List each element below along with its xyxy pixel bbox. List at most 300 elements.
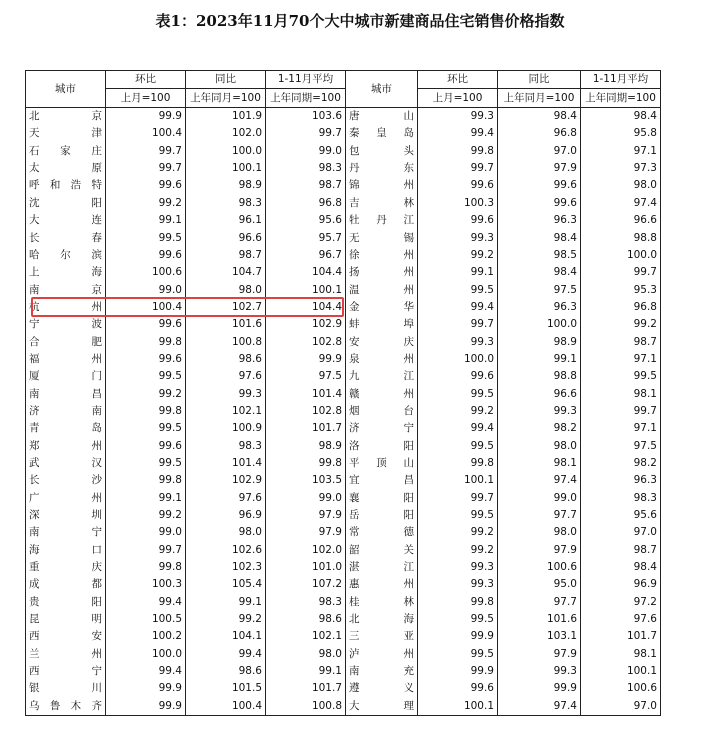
cell-avg-left: 99.7 (266, 125, 346, 142)
cell-yoy-right: 99.3 (498, 403, 581, 420)
cell-avg-right: 96.9 (581, 576, 661, 593)
cell-avg-right: 98.0 (581, 177, 661, 194)
cell-yoy-right: 97.5 (498, 281, 581, 298)
cell-mom-right: 99.6 (418, 212, 498, 229)
cell-mom-right: 99.7 (418, 160, 498, 177)
cell-city-left: 福州 (26, 351, 106, 368)
table-row (26, 697, 661, 715)
cell-city-left: 厦门 (26, 368, 106, 385)
cell-yoy-right: 97.9 (498, 645, 581, 662)
cell-mom-right: 99.1 (418, 264, 498, 281)
cell-avg-left: 101.4 (266, 385, 346, 402)
cell-city-right: 襄阳 (346, 489, 418, 506)
cell-mom-right: 99.3 (418, 333, 498, 350)
cell-avg-left: 99.0 (266, 142, 346, 159)
table-row (26, 264, 661, 281)
cell-avg-left: 104.4 (266, 264, 346, 281)
cell-mom-right: 99.8 (418, 142, 498, 159)
table-row (26, 368, 661, 385)
cell-avg-right: 99.7 (581, 264, 661, 281)
cell-yoy-right: 99.6 (498, 194, 581, 211)
table-row (26, 559, 661, 576)
cell-mom-right: 99.5 (418, 611, 498, 628)
cell-city-left: 上海 (26, 264, 106, 281)
cell-avg-right: 99.5 (581, 368, 661, 385)
cell-mom-right: 99.4 (418, 420, 498, 437)
header-mom-base-right: 上月=100 (418, 89, 498, 107)
cell-city-left: 西宁 (26, 663, 106, 680)
cell-yoy-left: 96.9 (186, 507, 266, 524)
cell-city-right: 洛阳 (346, 437, 418, 454)
cell-mom-right: 99.3 (418, 559, 498, 576)
cell-yoy-right: 98.9 (498, 333, 581, 350)
header-yoy-base-left: 上年同月=100 (186, 89, 266, 107)
cell-yoy-right: 95.0 (498, 576, 581, 593)
cell-yoy-left: 100.1 (186, 160, 266, 177)
cell-yoy-right: 99.9 (498, 680, 581, 697)
cell-city-right: 泉州 (346, 351, 418, 368)
cell-city-left: 银川 (26, 680, 106, 697)
cell-yoy-right: 99.3 (498, 663, 581, 680)
cell-yoy-right: 98.5 (498, 246, 581, 263)
cell-avg-right: 96.8 (581, 298, 661, 315)
cell-mom-left: 99.5 (106, 229, 186, 246)
cell-mom-right: 100.3 (418, 194, 498, 211)
cell-avg-left: 103.6 (266, 107, 346, 125)
cell-avg-left: 96.7 (266, 246, 346, 263)
cell-yoy-left: 99.3 (186, 385, 266, 402)
cell-avg-left: 100.8 (266, 697, 346, 715)
cell-avg-left: 107.2 (266, 576, 346, 593)
cell-city-right: 济宁 (346, 420, 418, 437)
cell-avg-right: 97.2 (581, 593, 661, 610)
cell-yoy-left: 102.0 (186, 125, 266, 142)
cell-avg-left: 101.7 (266, 420, 346, 437)
cell-city-left: 西安 (26, 628, 106, 645)
cell-yoy-left: 100.8 (186, 333, 266, 350)
cell-yoy-right: 99.1 (498, 351, 581, 368)
cell-city-left: 成都 (26, 576, 106, 593)
cell-yoy-left: 100.9 (186, 420, 266, 437)
cell-mom-right: 99.7 (418, 489, 498, 506)
cell-avg-left: 98.9 (266, 437, 346, 454)
cell-avg-right: 97.6 (581, 611, 661, 628)
cell-yoy-right: 96.3 (498, 212, 581, 229)
cell-yoy-right: 99.6 (498, 177, 581, 194)
cell-yoy-right: 96.3 (498, 298, 581, 315)
cell-city-right: 宜昌 (346, 472, 418, 489)
cell-mom-left: 99.9 (106, 697, 186, 715)
cell-yoy-left: 98.7 (186, 246, 266, 263)
cell-yoy-right: 98.1 (498, 455, 581, 472)
cell-mom-right: 99.6 (418, 368, 498, 385)
cell-yoy-left: 104.1 (186, 628, 266, 645)
cell-mom-right: 99.8 (418, 455, 498, 472)
cell-city-right: 大理 (346, 697, 418, 715)
table-row (26, 645, 661, 662)
cell-city-right: 赣州 (346, 385, 418, 402)
cell-mom-right: 99.5 (418, 281, 498, 298)
cell-mom-left: 99.8 (106, 403, 186, 420)
cell-avg-left: 97.9 (266, 507, 346, 524)
cell-avg-right: 99.2 (581, 316, 661, 333)
cell-avg-left: 98.0 (266, 645, 346, 662)
cell-yoy-right: 98.8 (498, 368, 581, 385)
cell-mom-left: 99.6 (106, 246, 186, 263)
cell-avg-left: 99.8 (266, 455, 346, 472)
table-row (26, 472, 661, 489)
cell-mom-left: 100.4 (106, 298, 186, 315)
cell-city-left: 杭州 (26, 298, 106, 315)
cell-city-right: 湛江 (346, 559, 418, 576)
cell-city-left: 哈尔滨 (26, 246, 106, 263)
cell-avg-right: 98.4 (581, 559, 661, 576)
cell-city-right: 北海 (346, 611, 418, 628)
table-row (26, 351, 661, 368)
cell-mom-left: 99.4 (106, 593, 186, 610)
cell-city-right: 温州 (346, 281, 418, 298)
cell-mom-right: 100.0 (418, 351, 498, 368)
cell-yoy-right: 97.7 (498, 507, 581, 524)
cell-mom-left: 99.5 (106, 420, 186, 437)
cell-city-right: 唐山 (346, 107, 418, 125)
cell-avg-right: 99.7 (581, 403, 661, 420)
table-row (26, 298, 661, 315)
cell-city-left: 南宁 (26, 524, 106, 541)
cell-avg-right: 98.2 (581, 455, 661, 472)
cell-city-left: 南昌 (26, 385, 106, 402)
cell-yoy-right: 97.4 (498, 697, 581, 715)
cell-avg-left: 102.0 (266, 541, 346, 558)
cell-city-left: 昆明 (26, 611, 106, 628)
cell-mom-left: 99.8 (106, 333, 186, 350)
cell-city-right: 秦皇岛 (346, 125, 418, 142)
cell-yoy-right: 97.9 (498, 541, 581, 558)
cell-mom-right: 99.7 (418, 316, 498, 333)
cell-yoy-left: 98.9 (186, 177, 266, 194)
table-row (26, 611, 661, 628)
cell-avg-left: 101.7 (266, 680, 346, 697)
cell-city-right: 惠州 (346, 576, 418, 593)
table-body (26, 107, 661, 715)
cell-city-left: 武汉 (26, 455, 106, 472)
table-row (26, 142, 661, 159)
table-row (26, 524, 661, 541)
cell-avg-left: 100.1 (266, 281, 346, 298)
header-yoy-base-right: 上年同月=100 (498, 89, 581, 107)
table-row (26, 403, 661, 420)
cell-yoy-right: 97.7 (498, 593, 581, 610)
header-avg-base-left: 上年同期=100 (266, 89, 346, 107)
header-city-left: 城市 (26, 71, 106, 108)
cell-yoy-left: 104.7 (186, 264, 266, 281)
table-row (26, 194, 661, 211)
cell-avg-left: 95.6 (266, 212, 346, 229)
cell-city-right: 泸州 (346, 645, 418, 662)
header-yoy-left: 同比 (186, 71, 266, 89)
cell-avg-right: 97.1 (581, 420, 661, 437)
table-row (26, 663, 661, 680)
cell-yoy-left: 101.6 (186, 316, 266, 333)
cell-avg-right: 98.1 (581, 385, 661, 402)
cell-avg-left: 101.0 (266, 559, 346, 576)
cell-mom-right: 99.2 (418, 541, 498, 558)
table-row (26, 437, 661, 454)
cell-avg-left: 103.5 (266, 472, 346, 489)
table-row (26, 160, 661, 177)
cell-avg-right: 96.6 (581, 212, 661, 229)
cell-city-left: 呼和浩特 (26, 177, 106, 194)
cell-city-left: 青岛 (26, 420, 106, 437)
cell-city-left: 太原 (26, 160, 106, 177)
cell-yoy-left: 98.3 (186, 194, 266, 211)
cell-avg-left: 98.3 (266, 160, 346, 177)
cell-city-left: 贵阳 (26, 593, 106, 610)
header-avg-base-right: 上年同期=100 (581, 89, 661, 107)
cell-avg-left: 96.8 (266, 194, 346, 211)
cell-yoy-left: 101.9 (186, 107, 266, 125)
cell-avg-right: 98.7 (581, 333, 661, 350)
cell-mom-left: 100.6 (106, 264, 186, 281)
cell-yoy-right: 97.0 (498, 142, 581, 159)
cell-yoy-right: 98.0 (498, 437, 581, 454)
cell-city-left: 海口 (26, 541, 106, 558)
cell-avg-right: 97.0 (581, 524, 661, 541)
table-row (26, 420, 661, 437)
cell-mom-right: 99.9 (418, 628, 498, 645)
cell-mom-left: 99.2 (106, 194, 186, 211)
cell-mom-right: 99.5 (418, 385, 498, 402)
cell-yoy-left: 102.1 (186, 403, 266, 420)
cell-avg-right: 101.7 (581, 628, 661, 645)
cell-avg-left: 102.8 (266, 403, 346, 420)
cell-yoy-right: 101.6 (498, 611, 581, 628)
cell-yoy-left: 102.3 (186, 559, 266, 576)
cell-city-right: 平顶山 (346, 455, 418, 472)
cell-city-right: 常德 (346, 524, 418, 541)
cell-mom-left: 99.6 (106, 437, 186, 454)
cell-avg-left: 98.3 (266, 593, 346, 610)
cell-yoy-right: 100.6 (498, 559, 581, 576)
cell-mom-left: 99.5 (106, 455, 186, 472)
cell-avg-right: 100.0 (581, 246, 661, 263)
cell-mom-left: 99.7 (106, 160, 186, 177)
cell-yoy-left: 98.0 (186, 524, 266, 541)
table-row (26, 507, 661, 524)
table-row (26, 680, 661, 697)
cell-yoy-right: 97.4 (498, 472, 581, 489)
cell-city-left: 郑州 (26, 437, 106, 454)
cell-city-right: 吉林 (346, 194, 418, 211)
cell-mom-right: 99.2 (418, 403, 498, 420)
cell-avg-left: 99.1 (266, 663, 346, 680)
cell-yoy-right: 98.0 (498, 524, 581, 541)
cell-yoy-left: 101.4 (186, 455, 266, 472)
cell-yoy-left: 100.4 (186, 697, 266, 715)
cell-yoy-left: 100.0 (186, 142, 266, 159)
cell-city-right: 烟台 (346, 403, 418, 420)
cell-city-left: 天津 (26, 125, 106, 142)
cell-city-right: 金华 (346, 298, 418, 315)
cell-city-left: 合肥 (26, 333, 106, 350)
table-row (26, 333, 661, 350)
cell-yoy-left: 105.4 (186, 576, 266, 593)
cell-city-left: 大连 (26, 212, 106, 229)
cell-city-left: 重庆 (26, 559, 106, 576)
cell-mom-left: 99.9 (106, 107, 186, 125)
table-row (26, 576, 661, 593)
cell-mom-right: 99.5 (418, 507, 498, 524)
cell-mom-right: 99.9 (418, 663, 498, 680)
cell-yoy-right: 98.4 (498, 229, 581, 246)
cell-mom-right: 99.3 (418, 576, 498, 593)
cell-mom-left: 99.6 (106, 316, 186, 333)
cell-avg-left: 102.1 (266, 628, 346, 645)
cell-avg-left: 99.0 (266, 489, 346, 506)
cell-yoy-left: 97.6 (186, 489, 266, 506)
cell-city-left: 长春 (26, 229, 106, 246)
table-row (26, 177, 661, 194)
cell-mom-left: 100.0 (106, 645, 186, 662)
cell-mom-right: 99.6 (418, 177, 498, 194)
cell-yoy-left: 98.0 (186, 281, 266, 298)
cell-mom-left: 100.3 (106, 576, 186, 593)
cell-yoy-left: 102.6 (186, 541, 266, 558)
table-row (26, 107, 661, 125)
cell-mom-left: 100.5 (106, 611, 186, 628)
cell-mom-left: 100.4 (106, 125, 186, 142)
cell-avg-right: 97.5 (581, 437, 661, 454)
cell-mom-right: 100.1 (418, 472, 498, 489)
cell-yoy-left: 96.6 (186, 229, 266, 246)
cell-avg-right: 96.3 (581, 472, 661, 489)
cell-yoy-right: 96.6 (498, 385, 581, 402)
cell-avg-left: 98.7 (266, 177, 346, 194)
cell-yoy-right: 98.4 (498, 107, 581, 125)
cell-mom-right: 99.6 (418, 680, 498, 697)
cell-city-left: 乌鲁木齐 (26, 697, 106, 715)
cell-mom-left: 99.1 (106, 489, 186, 506)
table-row (26, 385, 661, 402)
cell-avg-left: 102.8 (266, 333, 346, 350)
cell-city-right: 蚌埠 (346, 316, 418, 333)
cell-avg-right: 97.1 (581, 142, 661, 159)
cell-city-right: 安庆 (346, 333, 418, 350)
page-title: 表1：2023年11月70个大中城市新建商品住宅销售价格指数 (155, 12, 565, 30)
cell-avg-right: 98.3 (581, 489, 661, 506)
cell-avg-right: 95.8 (581, 125, 661, 142)
cell-yoy-left: 96.1 (186, 212, 266, 229)
cell-mom-right: 99.8 (418, 593, 498, 610)
cell-city-right: 韶关 (346, 541, 418, 558)
header-mom-left: 环比 (106, 71, 186, 89)
cell-city-left: 南京 (26, 281, 106, 298)
cell-yoy-left: 101.5 (186, 680, 266, 697)
table-row (26, 541, 661, 558)
cell-mom-left: 99.2 (106, 385, 186, 402)
cell-yoy-left: 97.6 (186, 368, 266, 385)
cell-mom-left: 99.8 (106, 559, 186, 576)
cell-avg-right: 97.3 (581, 160, 661, 177)
cell-city-right: 三亚 (346, 628, 418, 645)
cell-yoy-right: 96.8 (498, 125, 581, 142)
cell-avg-right: 98.8 (581, 229, 661, 246)
cell-yoy-left: 102.9 (186, 472, 266, 489)
cell-mom-left: 99.2 (106, 507, 186, 524)
cell-avg-left: 98.6 (266, 611, 346, 628)
header-yoy-right: 同比 (498, 71, 581, 89)
cell-city-right: 岳阳 (346, 507, 418, 524)
table-row (26, 455, 661, 472)
header-city-right: 城市 (346, 71, 418, 108)
cell-city-right: 无锡 (346, 229, 418, 246)
table-row (26, 281, 661, 298)
cell-yoy-left: 98.6 (186, 663, 266, 680)
cell-mom-left: 99.8 (106, 472, 186, 489)
cell-avg-left: 104.4 (266, 298, 346, 315)
cell-yoy-right: 98.4 (498, 264, 581, 281)
table-row (26, 628, 661, 645)
cell-mom-left: 100.2 (106, 628, 186, 645)
cell-avg-right: 95.3 (581, 281, 661, 298)
cell-city-right: 丹东 (346, 160, 418, 177)
cell-mom-left: 99.4 (106, 663, 186, 680)
cell-yoy-left: 102.7 (186, 298, 266, 315)
table-row (26, 489, 661, 506)
cell-mom-right: 99.5 (418, 645, 498, 662)
cell-yoy-right: 100.0 (498, 316, 581, 333)
cell-yoy-left: 99.4 (186, 645, 266, 662)
cell-city-right: 扬州 (346, 264, 418, 281)
cell-yoy-right: 98.2 (498, 420, 581, 437)
cell-mom-left: 99.7 (106, 142, 186, 159)
cell-yoy-right: 97.9 (498, 160, 581, 177)
cell-city-left: 长沙 (26, 472, 106, 489)
header-avg-right: 1-11月平均 (581, 71, 661, 89)
cell-city-right: 桂林 (346, 593, 418, 610)
cell-city-left: 深圳 (26, 507, 106, 524)
cell-avg-left: 97.5 (266, 368, 346, 385)
cell-mom-left: 99.7 (106, 541, 186, 558)
cell-mom-right: 99.5 (418, 437, 498, 454)
header-avg-left: 1-11月平均 (266, 71, 346, 89)
cell-avg-left: 102.9 (266, 316, 346, 333)
cell-mom-left: 99.5 (106, 368, 186, 385)
cell-city-right: 包头 (346, 142, 418, 159)
cell-city-left: 宁波 (26, 316, 106, 333)
cell-yoy-right: 99.0 (498, 489, 581, 506)
cell-avg-right: 97.4 (581, 194, 661, 211)
cell-mom-left: 99.0 (106, 281, 186, 298)
cell-city-left: 广州 (26, 489, 106, 506)
cell-avg-right: 95.6 (581, 507, 661, 524)
table-row (26, 593, 661, 610)
cell-city-right: 南充 (346, 663, 418, 680)
cell-avg-right: 97.1 (581, 351, 661, 368)
cell-mom-right: 100.1 (418, 697, 498, 715)
cell-avg-right: 100.1 (581, 663, 661, 680)
cell-city-left: 兰州 (26, 645, 106, 662)
cell-avg-right: 98.1 (581, 645, 661, 662)
header-mom-base-left: 上月=100 (106, 89, 186, 107)
table-row (26, 125, 661, 142)
cell-mom-right: 99.3 (418, 107, 498, 125)
cell-avg-right: 100.6 (581, 680, 661, 697)
cell-avg-right: 97.0 (581, 697, 661, 715)
cell-city-left: 石家庄 (26, 142, 106, 159)
header-mom-right: 环比 (418, 71, 498, 89)
cell-mom-right: 99.2 (418, 524, 498, 541)
